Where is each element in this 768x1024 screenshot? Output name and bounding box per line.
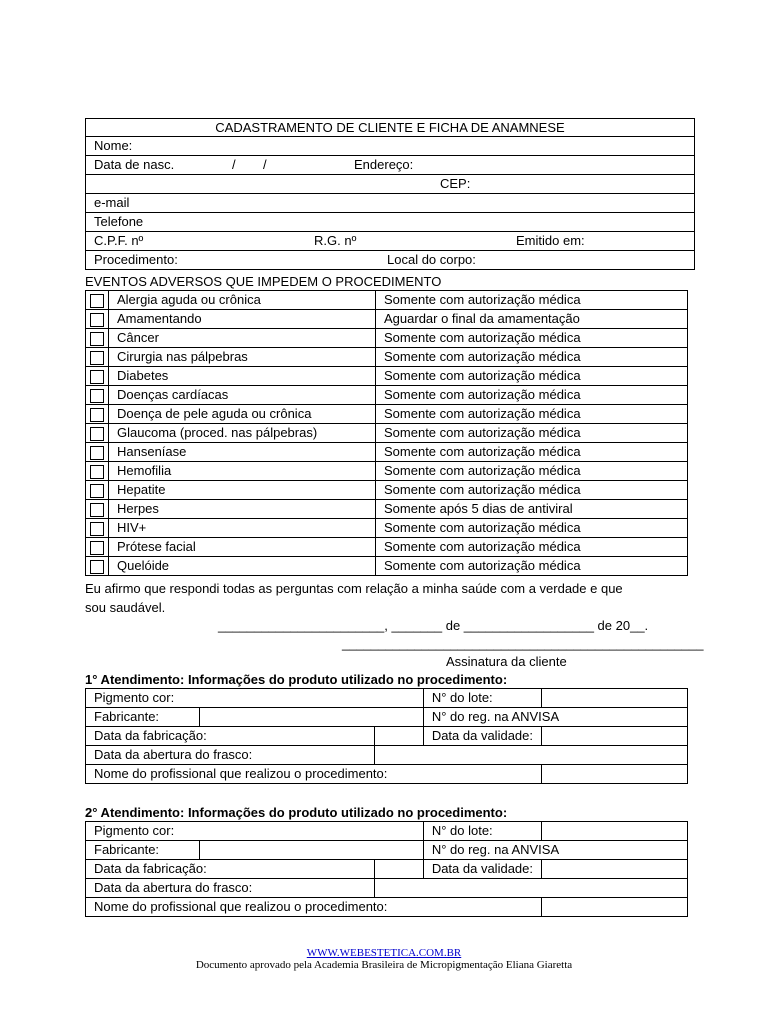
body-location-label: Local do corpo: (387, 252, 476, 267)
signature-line: __________________________________________________ (342, 636, 704, 651)
condition-label: Hanseníase (109, 443, 376, 462)
condition-note: Somente com autorização médica (376, 443, 688, 462)
table-row (86, 538, 688, 557)
table-row (86, 405, 688, 424)
condition-checkbox[interactable] (90, 389, 104, 403)
table-row (86, 367, 688, 386)
condition-label: Doença de pele aguda ou crônica (109, 405, 376, 424)
manufacture-date-field[interactable] (375, 727, 424, 746)
condition-note: Somente com autorização médica (376, 424, 688, 443)
checkbox-cell (86, 348, 109, 367)
declaration-line-2: sou saudável. (85, 600, 166, 615)
table-row (86, 841, 688, 860)
condition-note: Somente com autorização médica (376, 462, 688, 481)
checkbox-cell (86, 462, 109, 481)
condition-label: Amamentando (109, 310, 376, 329)
condition-checkbox[interactable] (90, 313, 104, 327)
table-row (86, 708, 688, 727)
checkbox-cell (86, 538, 109, 557)
professional-field[interactable] (542, 765, 688, 784)
checkbox-cell (86, 291, 109, 310)
birthdate-label: Data de nasc. (94, 157, 175, 172)
manufacturer-field[interactable] (200, 708, 424, 727)
lot-field[interactable] (542, 822, 688, 841)
condition-note: Somente com autorização médica (376, 519, 688, 538)
opening-date-label: Data da abertura do frasco: (86, 879, 375, 898)
footer (0, 944, 768, 971)
checkbox-cell (86, 557, 109, 576)
condition-checkbox[interactable] (90, 465, 104, 479)
condition-note: Somente com autorização médica (376, 481, 688, 500)
table-row (86, 291, 688, 310)
table-row (86, 348, 688, 367)
email-label: e-mail (94, 195, 130, 210)
condition-checkbox[interactable] (90, 370, 104, 384)
table-row (86, 689, 688, 708)
lot-label: N° do lote: (423, 822, 541, 841)
manufacture-date-label: Data da fabricação: (86, 727, 375, 746)
manufacturer-label: Fabricante: (86, 708, 200, 727)
table-row (86, 310, 688, 329)
condition-label: Cirurgia nas pálpebras (109, 348, 376, 367)
manufacture-date-label: Data da fabricação: (86, 860, 375, 879)
checkbox-cell (86, 519, 109, 538)
adverse-events-title: EVENTOS ADVERSOS QUE IMPEDEM O PROCEDIMENTO (85, 274, 442, 289)
approval-note: Documento aprovado pela Academia Brasileira de Micropigmentação Eliana Giaretta (195, 959, 573, 971)
condition-label: Glaucoma (proced. nas pálpebras) (109, 424, 376, 443)
pigment-label: Pigmento cor: (86, 822, 424, 841)
signature-label: Assinatura da cliente (446, 654, 567, 669)
condition-note: Somente após 5 dias de antiviral (376, 500, 688, 519)
expiry-date-label: Data da validade: (423, 727, 541, 746)
rg-label: R.G. nº (314, 233, 357, 248)
condition-label: Câncer (109, 329, 376, 348)
table-row (86, 386, 688, 405)
manufacture-date-field[interactable] (375, 860, 424, 879)
condition-label: HIV+ (109, 519, 376, 538)
table-row (86, 765, 688, 784)
client-registration-header (85, 118, 695, 270)
condition-note: Somente com autorização médica (376, 329, 688, 348)
table-row (86, 500, 688, 519)
professional-field[interactable] (542, 898, 688, 917)
condition-note: Aguardar o final da amamentação (376, 310, 688, 329)
opening-date-field[interactable] (375, 746, 688, 765)
condition-checkbox[interactable] (90, 484, 104, 498)
condition-note: Somente com autorização médica (376, 557, 688, 576)
condition-checkbox[interactable] (90, 503, 104, 517)
condition-label: Alergia aguda ou crônica (109, 291, 376, 310)
condition-checkbox[interactable] (90, 427, 104, 441)
checkbox-cell (86, 329, 109, 348)
pigment-label: Pigmento cor: (86, 689, 424, 708)
cep-label: CEP: (440, 176, 471, 191)
website-link[interactable]: WWW.WEBESTETICA.COM.BR (306, 947, 462, 959)
table-row (86, 329, 688, 348)
table-row (86, 879, 688, 898)
table-row (86, 557, 688, 576)
table-row (86, 746, 688, 765)
condition-label: Doenças cardíacas (109, 386, 376, 405)
form-title-row (85, 118, 695, 137)
checkbox-cell (86, 386, 109, 405)
expiry-date-field[interactable] (542, 727, 688, 746)
checkbox-cell (86, 367, 109, 386)
condition-note: Somente com autorização médica (376, 348, 688, 367)
condition-label: Prótese facial (109, 538, 376, 557)
lot-label: N° do lote: (423, 689, 541, 708)
lot-field[interactable] (542, 689, 688, 708)
condition-note: Somente com autorização médica (376, 386, 688, 405)
condition-note: Somente com autorização médica (376, 291, 688, 310)
condition-checkbox[interactable] (90, 351, 104, 365)
phone-label: Telefone (94, 214, 144, 229)
professional-label: Nome do profissional que realizou o procedimento: (86, 898, 542, 917)
phone-row (85, 213, 695, 232)
birthdate-row (85, 156, 695, 175)
form-title: CADASTRAMENTO DE CLIENTE E FICHA DE ANAMNESE (215, 120, 565, 135)
professional-label: Nome do profissional que realizou o procedimento: (86, 765, 542, 784)
condition-checkbox[interactable] (90, 294, 104, 308)
table-row (86, 519, 688, 538)
condition-checkbox[interactable] (90, 332, 104, 346)
name-row (85, 137, 695, 156)
adverse-events-table (85, 290, 688, 576)
manufacturer-field[interactable] (200, 841, 424, 860)
condition-label: Quelóide (109, 557, 376, 576)
condition-note: Somente com autorização médica (376, 405, 688, 424)
issued-label: Emitido em: (516, 233, 585, 248)
date-slash: / (232, 157, 236, 172)
checkbox-cell (86, 481, 109, 500)
condition-note: Somente com autorização médica (376, 367, 688, 386)
anvisa-label: N° do reg. na ANVISA (423, 708, 687, 727)
checkbox-cell (86, 424, 109, 443)
condition-checkbox[interactable] (90, 560, 104, 574)
condition-checkbox[interactable] (90, 522, 104, 536)
checkbox-cell (86, 443, 109, 462)
condition-label: Herpes (109, 500, 376, 519)
cep-row (85, 175, 695, 194)
email-row (85, 194, 695, 213)
table-row (86, 860, 688, 879)
condition-checkbox[interactable] (90, 446, 104, 460)
date-place-line: _______________________, _______ de __________________ de 20__. (218, 618, 649, 633)
condition-label: Hemofilia (109, 462, 376, 481)
manufacturer-label: Fabricante: (86, 841, 200, 860)
attendance-2-table (85, 821, 688, 917)
table-row (86, 424, 688, 443)
name-label: Nome: (94, 138, 133, 153)
date-slash: / (263, 157, 267, 172)
condition-note: Somente com autorização médica (376, 538, 688, 557)
condition-label: Hepatite (109, 481, 376, 500)
anvisa-label: N° do reg. na ANVISA (423, 841, 687, 860)
table-row (86, 822, 688, 841)
documents-row (85, 232, 695, 251)
table-row (86, 898, 688, 917)
table-row (86, 462, 688, 481)
procedure-row (85, 251, 695, 270)
expiry-date-label: Data da validade: (423, 860, 541, 879)
attendance-2-title: 2° Atendimento: Informações do produto utilizado no procedimento: (85, 805, 508, 820)
checkbox-cell (86, 310, 109, 329)
opening-date-field[interactable] (375, 879, 688, 898)
table-row (86, 443, 688, 462)
condition-checkbox[interactable] (90, 408, 104, 422)
attendance-1-table (85, 688, 688, 784)
condition-checkbox[interactable] (90, 541, 104, 555)
address-label: Endereço: (354, 157, 414, 172)
checkbox-cell (86, 405, 109, 424)
attendance-1-title: 1° Atendimento: Informações do produto utilizado no procedimento: (85, 672, 508, 687)
declaration-line-1: Eu afirmo que respondi todas as perguntas com relação a minha saúde com a verdade e que (85, 581, 623, 596)
procedure-label: Procedimento: (94, 252, 178, 267)
expiry-date-field[interactable] (542, 860, 688, 879)
opening-date-label: Data da abertura do frasco: (86, 746, 375, 765)
condition-label: Diabetes (109, 367, 376, 386)
table-row (86, 727, 688, 746)
checkbox-cell (86, 500, 109, 519)
table-row (86, 481, 688, 500)
cpf-label: C.P.F. nº (94, 233, 144, 248)
